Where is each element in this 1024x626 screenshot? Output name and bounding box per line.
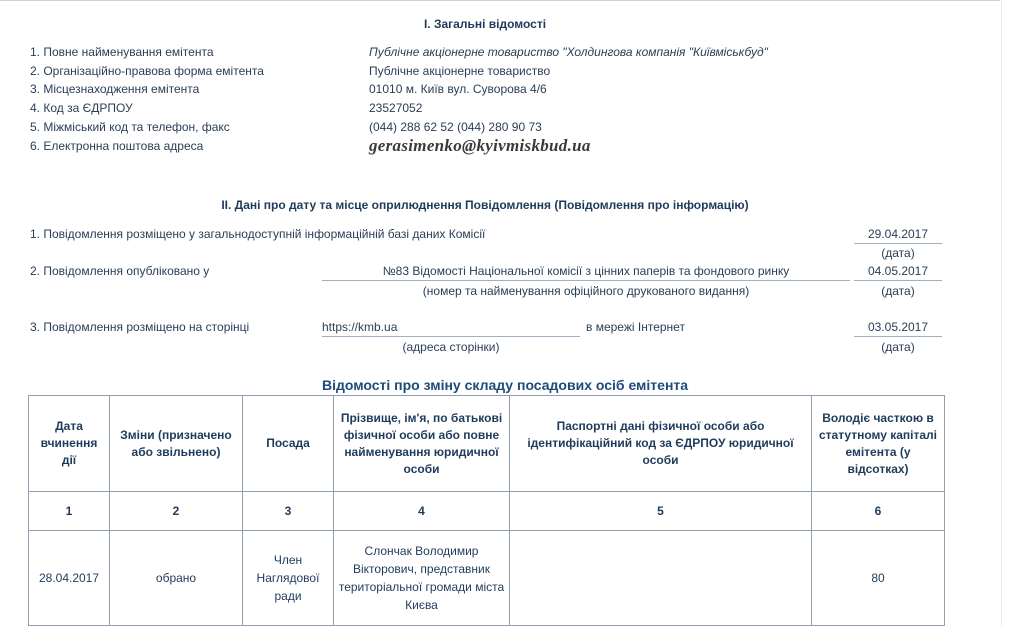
header-action-date: Дата вчинення дії bbox=[29, 396, 110, 492]
row-value-email[interactable]: gerasimenko@kyivmiskbud.ua bbox=[369, 136, 591, 155]
row-label-legal-form: 2. Організаційно-правова форма емітента bbox=[30, 64, 264, 78]
column-number: 1 bbox=[29, 492, 110, 531]
header-passport: Паспортні дані фізичної особи або ідентифікаційний код за ЄДРПОУ юридичної особи bbox=[510, 396, 812, 492]
table-row bbox=[29, 531, 945, 626]
webpage-label: 3. Повідомлення розміщено на сторінці bbox=[30, 320, 250, 334]
header-full-name: Прізвище, ім'я, по батькові фізичної особи або повне найменування юридичної особи bbox=[334, 396, 510, 492]
cell-change: обрано bbox=[110, 531, 243, 626]
right-frame-line bbox=[1001, 0, 1002, 626]
cell-full-name: Слончак Володимир Вікторович, представник територіальної громади міста Києва bbox=[334, 531, 510, 626]
row-label-phone: 5. Міжміський код та телефон, факс bbox=[30, 120, 230, 134]
row-label-edrpou: 4. Код за ЄДРПОУ bbox=[30, 101, 133, 115]
webpage-url-caption: (адреса сторінки) bbox=[402, 340, 500, 354]
column-number: 5 bbox=[510, 492, 812, 531]
webpage-date: 03.05.2017 bbox=[867, 320, 929, 334]
section2-title: II. Дані про дату та місце оприлюднення Повідомлення (Повідомлення про інформацію) bbox=[221, 198, 749, 212]
column-number: 4 bbox=[334, 492, 510, 531]
publication-value: №83 Відомості Національної комісії з цінних паперів та фондового ринку bbox=[382, 264, 790, 278]
row-label-email: 6. Електронна поштова адреса bbox=[30, 139, 204, 153]
webpage-date-caption: (дата) bbox=[881, 340, 915, 354]
cell-share: 80 bbox=[812, 531, 945, 626]
cell-action-date: 28.04.2017 bbox=[29, 531, 110, 626]
table-header-row bbox=[29, 396, 945, 492]
section1-title: I. Загальні відомості bbox=[423, 17, 547, 31]
officials-table bbox=[28, 395, 945, 626]
webpage-url[interactable]: https://kmb.ua bbox=[322, 320, 398, 334]
row-label-full-name: 1. Повне найменування емітента bbox=[30, 45, 214, 59]
column-number: 3 bbox=[243, 492, 334, 531]
officials-table-title: Відомості про зміну складу посадових осіб емітента bbox=[321, 377, 689, 393]
row-value-location: 01010 м. Київ вул. Суворова 4/6 bbox=[369, 82, 547, 96]
table-number-row bbox=[29, 492, 945, 531]
row-value-full-name: Публічне акціонерне товариство "Холдингова компанія "Київміськбуд" bbox=[369, 45, 768, 59]
publication-date-underline bbox=[854, 280, 942, 281]
cell-position: Член Наглядової ради bbox=[243, 531, 334, 626]
row-value-legal-form: Публічне акціонерне товариство bbox=[369, 64, 551, 78]
publication-caption: (номер та найменування офіційного друкованого видання) bbox=[422, 284, 750, 298]
header-position: Посада bbox=[243, 396, 334, 492]
commission-db-date-underline bbox=[854, 243, 942, 244]
cell-passport bbox=[510, 531, 812, 626]
column-number: 6 bbox=[812, 492, 945, 531]
commission-db-date: 29.04.2017 bbox=[867, 227, 929, 241]
row-value-edrpou: 23527052 bbox=[369, 101, 423, 115]
publication-underline bbox=[322, 280, 850, 281]
publication-label: 2. Повідомлення опубліковано у bbox=[30, 264, 210, 278]
header-share: Володіє часткою в статутному капіталі емітента (у відсотках) bbox=[812, 396, 945, 492]
row-value-phone: (044) 288 62 52 (044) 280 90 73 bbox=[369, 120, 542, 134]
commission-db-date-caption: (дата) bbox=[881, 246, 915, 260]
webpage-date-underline bbox=[854, 336, 942, 337]
header-change: Зміни (призначено або звільнено) bbox=[110, 396, 243, 492]
publication-date-caption: (дата) bbox=[881, 284, 915, 298]
row-label-location: 3. Місцезнаходження емітента bbox=[30, 82, 200, 96]
commission-db-label: 1. Повідомлення розміщено у загальнодоступній інформаційній базі даних Комісії bbox=[30, 227, 486, 241]
webpage-network: в мережі Інтернет bbox=[586, 320, 685, 334]
column-number: 2 bbox=[110, 492, 243, 531]
webpage-url-underline bbox=[322, 336, 580, 337]
publication-date: 04.05.2017 bbox=[867, 264, 929, 278]
